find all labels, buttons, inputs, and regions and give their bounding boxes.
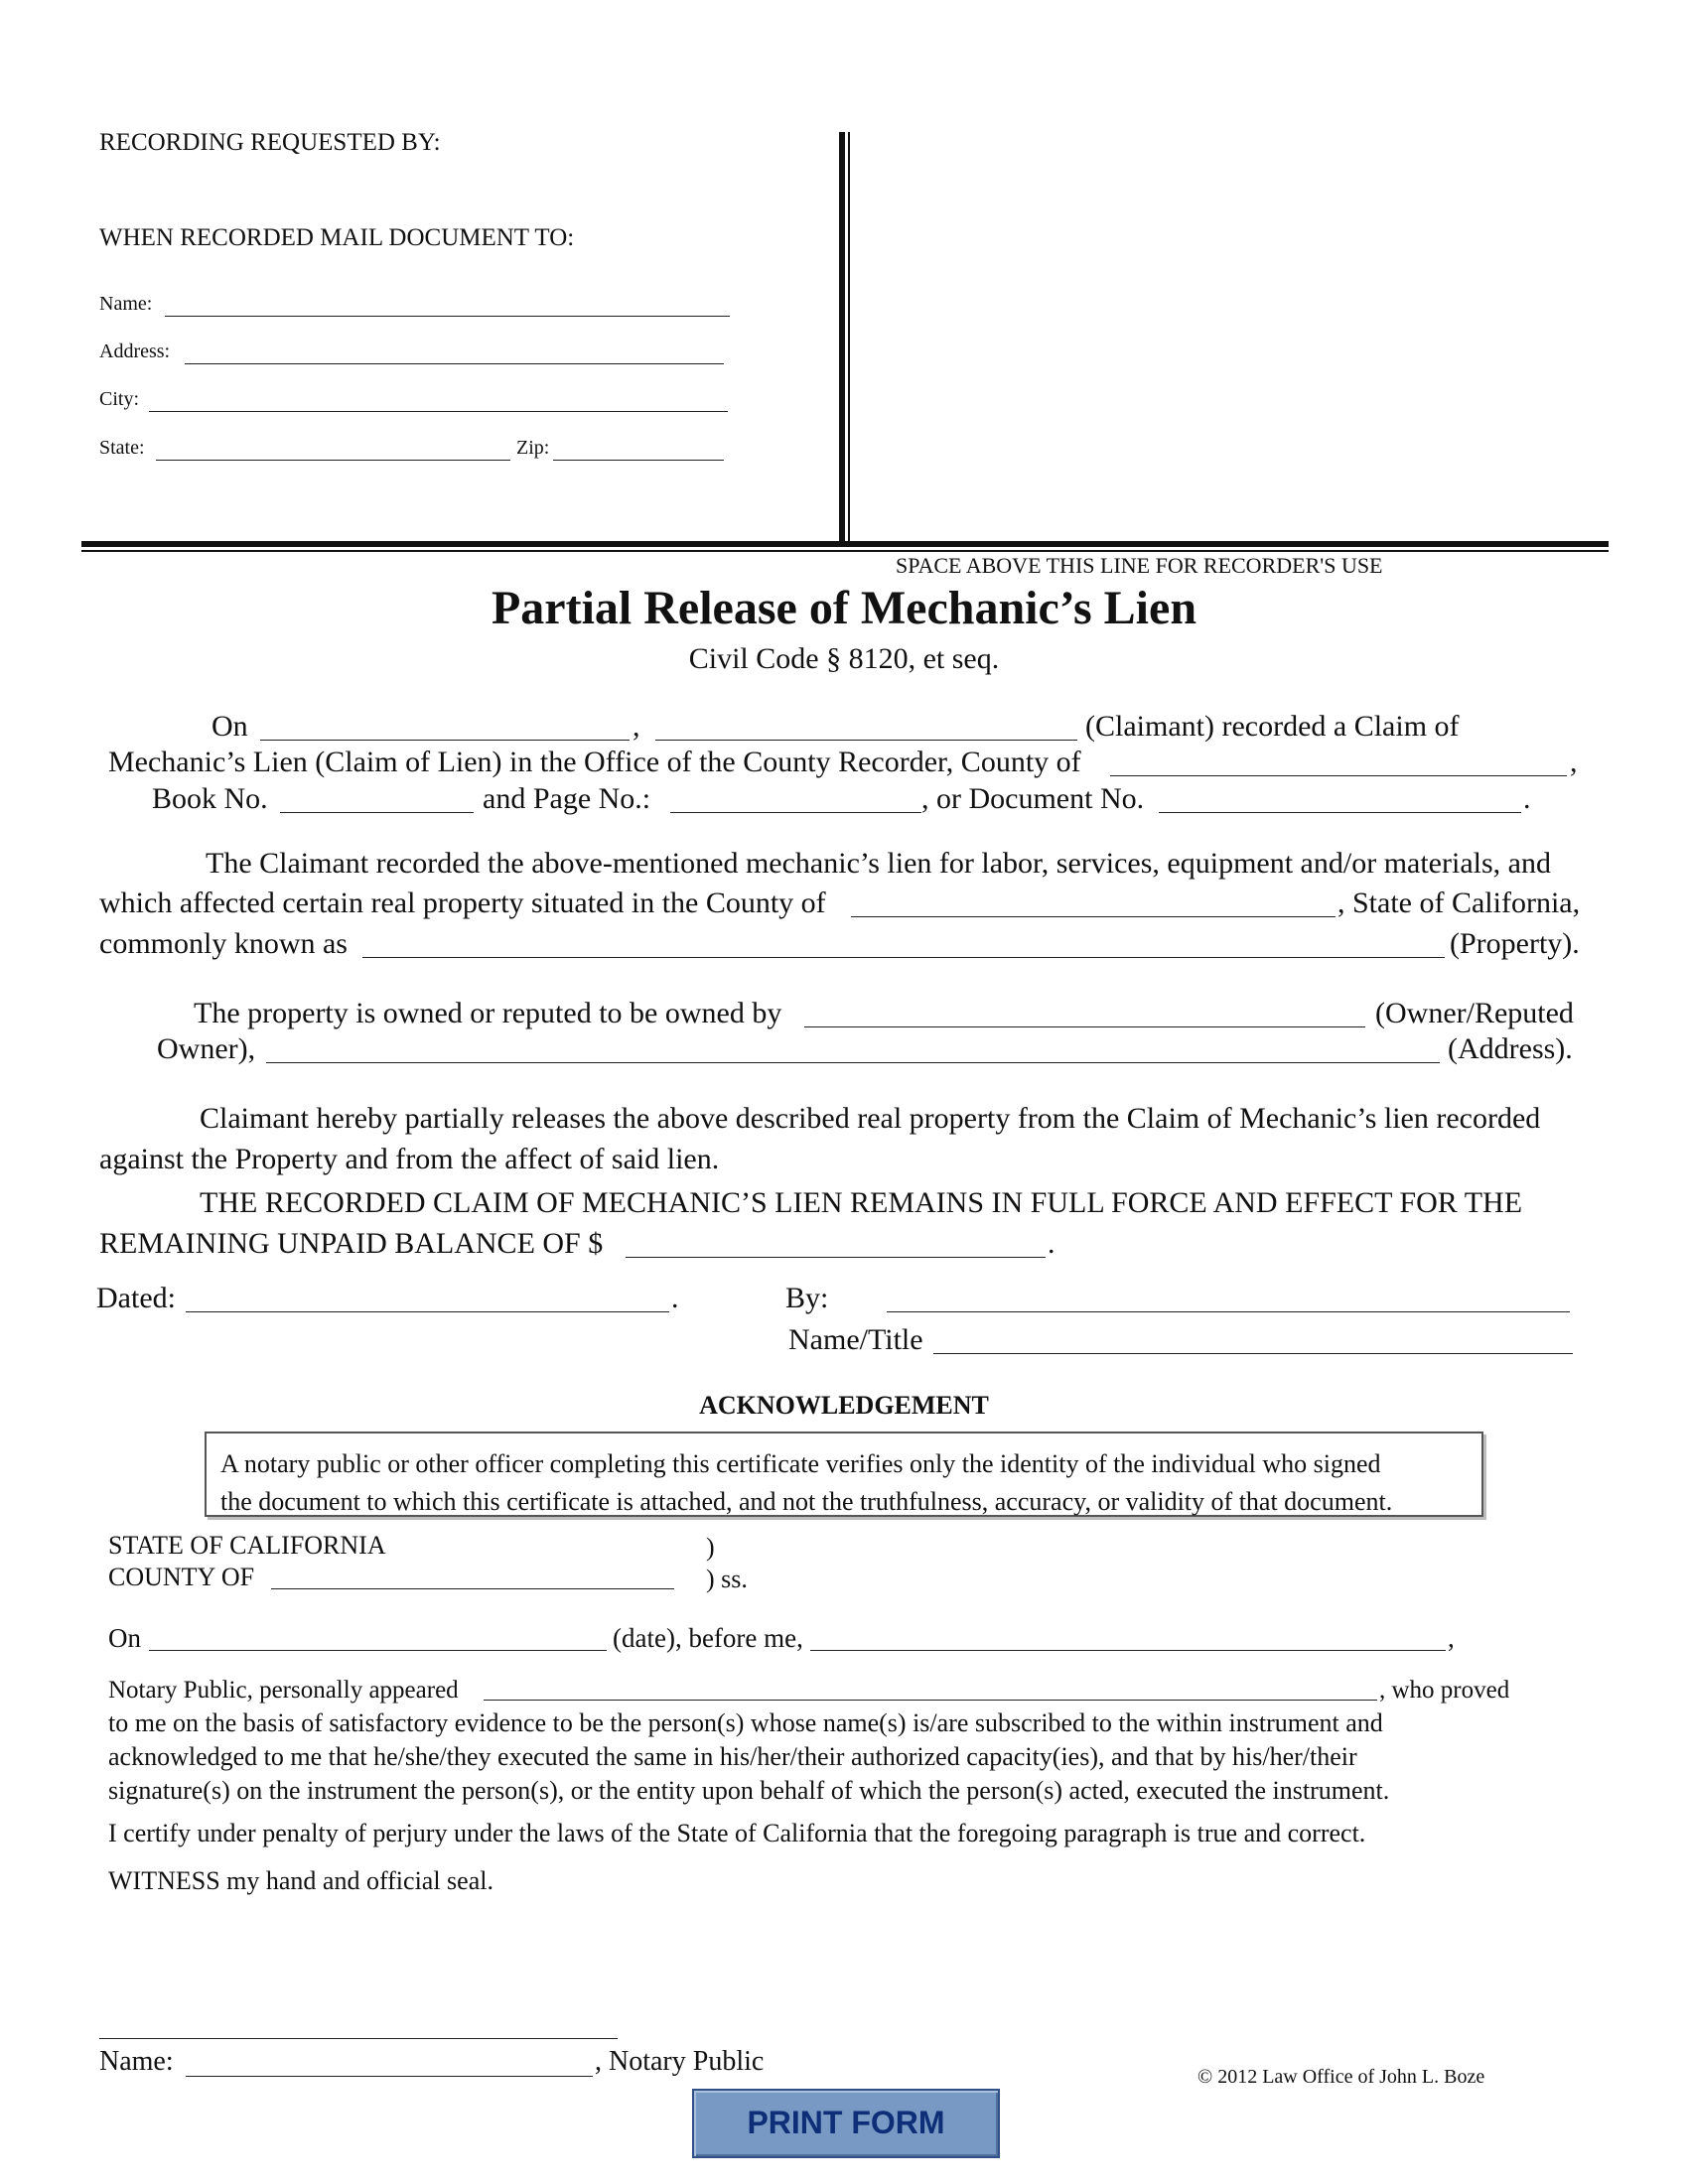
p3-line2-end: (Address). bbox=[1448, 1032, 1573, 1065]
ack-on: On bbox=[108, 1623, 141, 1653]
page-no-field[interactable] bbox=[670, 812, 921, 813]
owner-address-field[interactable] bbox=[266, 1062, 1440, 1063]
p1-on: On bbox=[211, 710, 248, 743]
p1-comma: , bbox=[633, 710, 640, 743]
ack-date-before: (date), before me, bbox=[613, 1623, 803, 1653]
recorder-use-caption: SPACE ABOVE THIS LINE FOR RECORDER'S USE bbox=[896, 553, 1383, 578]
dated-field[interactable] bbox=[186, 1311, 669, 1312]
ack-body-2: acknowledged to me that he/she/they executed the same in his/her/their authorized capacity(ies), and that by his/her/their bbox=[108, 1742, 1357, 1771]
p1-line2-end: , bbox=[1570, 746, 1578, 778]
state-paren: ) bbox=[706, 1533, 715, 1562]
by-label: By: bbox=[785, 1282, 829, 1314]
county-of-recording-field[interactable] bbox=[1110, 775, 1567, 776]
mail-state-label: State: bbox=[99, 437, 145, 459]
unpaid-balance-field[interactable] bbox=[626, 1257, 1046, 1258]
mail-name-label: Name: bbox=[99, 293, 153, 315]
acknowledgement-heading: ACKNOWLEDGEMENT bbox=[699, 1391, 989, 1420]
lien-date-field[interactable] bbox=[260, 740, 630, 741]
document-subtitle: Civil Code § 8120, et seq. bbox=[688, 642, 1000, 675]
name-title-label: Name/Title bbox=[788, 1323, 923, 1356]
p3-line1-end: (Owner/Reputed bbox=[1375, 997, 1574, 1029]
property-address-field[interactable] bbox=[362, 957, 1445, 958]
mail-name-field[interactable] bbox=[165, 316, 730, 317]
recording-requested-by: RECORDING REQUESTED BY: bbox=[99, 129, 441, 156]
signature-by-field[interactable] bbox=[887, 1311, 1570, 1312]
p4-line2: against the Property and from the affect of said lien. bbox=[99, 1143, 720, 1175]
p2-line1: The Claimant recorded the above-mentioned mechanic’s lien for labor, services, equipment and/or materials, and bbox=[206, 847, 1551, 880]
ack-county-field[interactable] bbox=[271, 1588, 674, 1589]
ack-certify: I certify under penalty of perjury under the laws of the State of California that the foregoing paragraph is true and correct. bbox=[108, 1819, 1366, 1847]
appeared-person-field[interactable] bbox=[484, 1700, 1377, 1701]
property-county-field[interactable] bbox=[851, 916, 1336, 917]
claimant-field[interactable] bbox=[655, 740, 1077, 741]
copyright-notice: © 2012 Law Office of John L. Boze bbox=[1197, 2066, 1485, 2088]
recorder-horizontal-divider bbox=[81, 541, 1609, 547]
mail-city-field[interactable] bbox=[149, 411, 728, 412]
notary-name-field[interactable] bbox=[810, 1650, 1446, 1651]
owner-name-field[interactable] bbox=[804, 1026, 1365, 1027]
notice-line-2: the document to which this certificate is attached, and not the truthfulness, accuracy, or validity of that document. bbox=[220, 1487, 1393, 1516]
ack-body-1: to me on the basis of satisfactory evidence to be the person(s) whose name(s) is/are subscribed to the within instrument and bbox=[108, 1708, 1383, 1737]
ack-date-field[interactable] bbox=[149, 1650, 607, 1651]
document-title: Partial Release of Mechanic’s Lien bbox=[491, 582, 1197, 634]
ack-who-proved: , who proved bbox=[1379, 1677, 1510, 1704]
p4-line1: Claimant hereby partially releases the above described real property from the Claim of Mechanic’s lien recorded bbox=[200, 1102, 1541, 1135]
p4-line4-end: . bbox=[1048, 1227, 1055, 1260]
p4-line3: THE RECORDED CLAIM OF MECHANIC’S LIEN REMAINS IN FULL FORCE AND EFFECT FOR THE bbox=[200, 1186, 1523, 1219]
recorder-horizontal-divider-thin bbox=[81, 550, 1609, 552]
print-form-button[interactable]: PRINT FORM bbox=[692, 2089, 1000, 2158]
name-title-field[interactable] bbox=[933, 1353, 1573, 1354]
dated-end: . bbox=[671, 1282, 679, 1314]
mail-city-label: City: bbox=[99, 388, 140, 410]
notary-printed-name-field[interactable] bbox=[186, 2076, 593, 2077]
ack-witness: WITNESS my hand and official seal. bbox=[108, 1866, 493, 1895]
p2-line2: which affected certain real property situated in the County of bbox=[99, 887, 826, 919]
document-no-field[interactable] bbox=[1159, 812, 1521, 813]
recorder-vertical-divider-thin bbox=[848, 132, 850, 547]
mail-address-label: Address: bbox=[99, 341, 171, 362]
notice-line-1: A notary public or other officer completing this certificate verifies only the identity of the individual who signed bbox=[220, 1449, 1381, 1478]
recorder-vertical-divider bbox=[839, 132, 845, 547]
p2-line3: commonly known as bbox=[99, 927, 348, 960]
p2-line3-end: (Property). bbox=[1450, 927, 1580, 960]
p1-end: . bbox=[1523, 782, 1531, 815]
p1-line2: Mechanic’s Lien (Claim of Lien) in the Office of the County Recorder, County of bbox=[108, 746, 1081, 778]
p3-line1: The property is owned or reputed to be owned by bbox=[194, 997, 782, 1029]
p1-book-label: Book No. bbox=[152, 782, 268, 815]
ack-notary-appeared: Notary Public, personally appeared bbox=[108, 1677, 459, 1704]
book-no-field[interactable] bbox=[280, 812, 474, 813]
state-of-california: STATE OF CALIFORNIA bbox=[108, 1531, 386, 1560]
dated-label: Dated: bbox=[96, 1282, 176, 1314]
mail-zip-field[interactable] bbox=[553, 460, 724, 461]
ack-comma: , bbox=[1448, 1623, 1455, 1653]
p1-claimant-text: (Claimant) recorded a Claim of bbox=[1085, 710, 1460, 743]
notary-notice-box bbox=[205, 1432, 1483, 1517]
ss-label: ) ss. bbox=[706, 1565, 748, 1593]
county-of-label: COUNTY OF bbox=[108, 1563, 255, 1591]
mail-address-field[interactable] bbox=[185, 363, 724, 364]
p3-line2: Owner), bbox=[157, 1032, 256, 1065]
mail-zip-label: Zip: bbox=[516, 437, 550, 459]
p1-doc-label: , or Document No. bbox=[921, 782, 1145, 815]
p4-line4: REMAINING UNPAID BALANCE OF $ bbox=[99, 1227, 604, 1260]
footer-name-label: Name: bbox=[99, 2046, 174, 2077]
notary-signature-line[interactable] bbox=[99, 2038, 618, 2039]
mail-document-to: WHEN RECORDED MAIL DOCUMENT TO: bbox=[99, 224, 575, 251]
p2-line2-end: , State of California, bbox=[1337, 887, 1581, 919]
mail-state-field[interactable] bbox=[156, 460, 510, 461]
ack-body-3: signature(s) on the instrument the person(s), or the entity upon behalf of which the person(s) acted, executed the instrument. bbox=[108, 1776, 1390, 1805]
footer-notary-public: , Notary Public bbox=[595, 2046, 765, 2077]
p1-page-label: and Page No.: bbox=[483, 782, 651, 815]
